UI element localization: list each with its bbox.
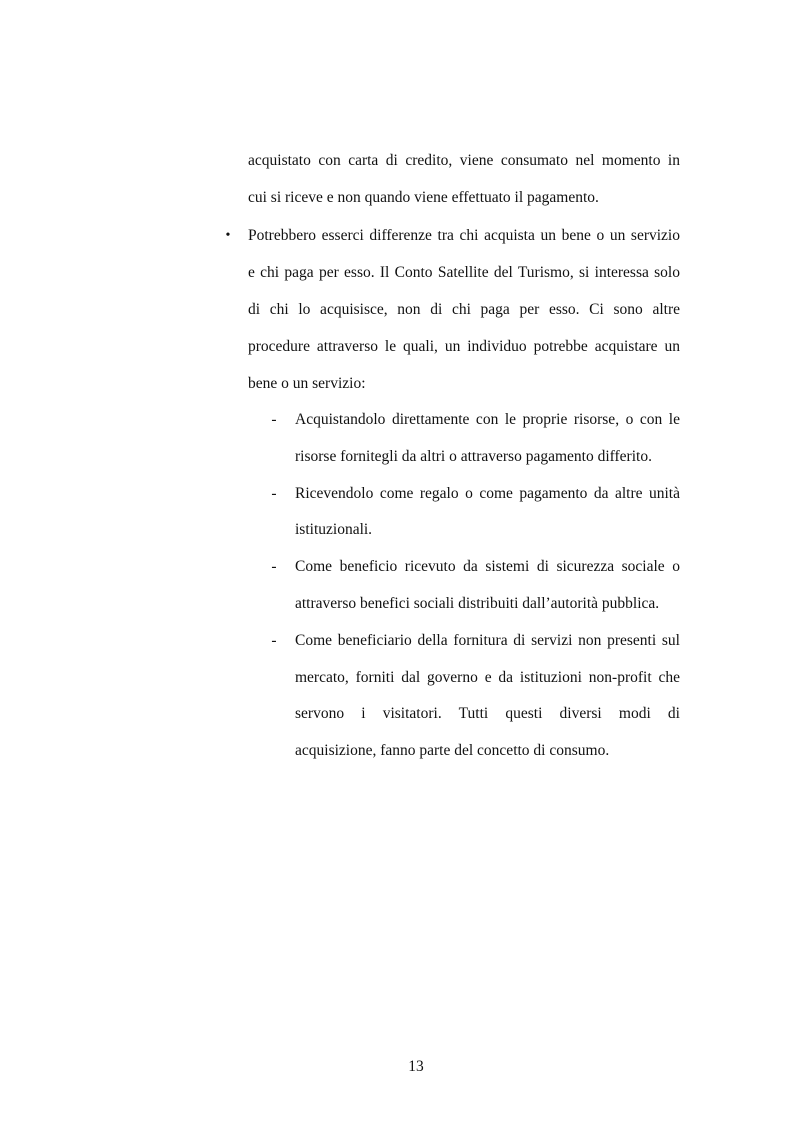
- bullet-marker: •: [225, 228, 231, 243]
- sub-item-line: mercato, forniti dal governo e da istituzioni non-profit che: [295, 669, 680, 686]
- paragraph-line: acquistato con carta di credito, viene consumato nel momento in: [248, 152, 680, 169]
- dash-marker: -: [271, 632, 277, 649]
- dash-marker: -: [271, 485, 277, 502]
- sub-item-line: acquisizione, fanno parte del concetto di consumo.: [295, 742, 610, 759]
- sub-item-line: Come beneficio ricevuto da sistemi di sicurezza sociale o: [295, 558, 680, 575]
- bullet-line: e chi paga per esso. Il Conto Satellite del Turismo, si interessa solo: [248, 264, 680, 281]
- dash-marker: -: [271, 558, 277, 575]
- sub-item-line: istituzionali.: [295, 521, 373, 538]
- bullet-line: di chi lo acquisisce, non di chi paga per esso. Ci sono altre: [248, 301, 680, 318]
- page-number: 13: [408, 1058, 424, 1075]
- sub-item-line: risorse fornitegli da altri o attraverso pagamento differito.: [295, 448, 652, 465]
- sub-item-line: attraverso benefici sociali distribuiti dall’autorità pubblica.: [295, 595, 660, 612]
- sub-item-line: Come beneficiario della fornitura di servizi non presenti sul: [295, 632, 680, 649]
- bullet-line: procedure attraverso le quali, un individuo potrebbe acquistare un: [248, 338, 680, 355]
- bullet-line: Potrebbero esserci differenze tra chi acquista un bene o un servizio: [248, 227, 680, 244]
- dash-marker: -: [271, 411, 277, 428]
- paragraph-line: cui si riceve e non quando viene effettuato il pagamento.: [248, 189, 599, 206]
- sub-item-line: Ricevendolo come regalo o come pagamento da altre unità: [295, 485, 680, 502]
- bullet-line: bene o un servizio:: [248, 375, 366, 392]
- sub-item-line: servono i visitatori. Tutti questi diversi modi di: [295, 705, 680, 722]
- sub-item-line: Acquistandolo direttamente con le proprie risorse, o con le: [295, 411, 680, 428]
